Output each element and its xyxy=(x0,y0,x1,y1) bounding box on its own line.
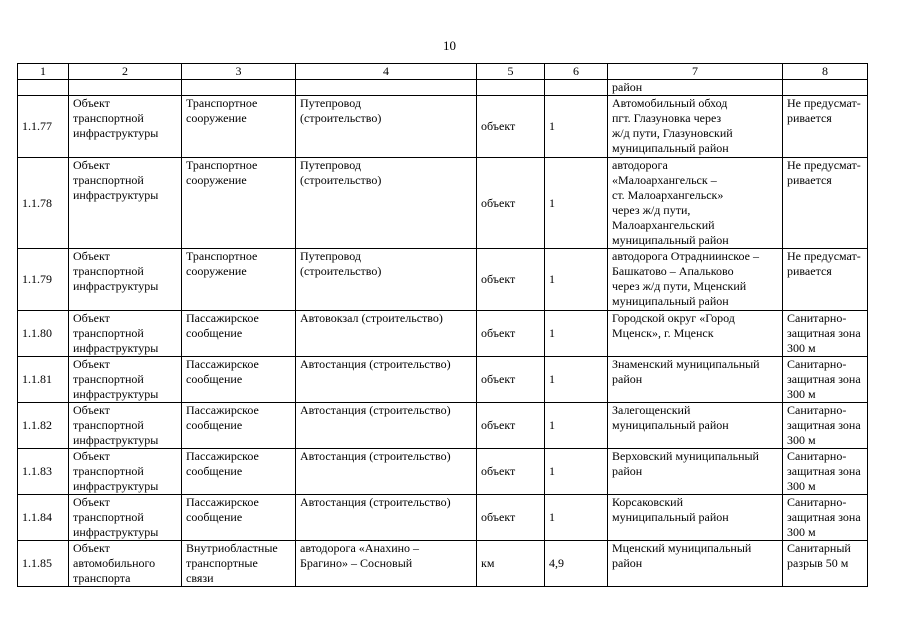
object-name-cell: Автостанция (строительство) xyxy=(296,449,477,495)
object-name-cell: Путепровод (строительство) xyxy=(296,96,477,158)
table-row xyxy=(18,249,868,311)
quantity-cell: 1 xyxy=(545,495,608,541)
row-number-cell: 1.1.81 xyxy=(18,357,69,403)
table-row xyxy=(18,541,868,587)
location-cell: Корсаковский муниципальный район xyxy=(608,495,783,541)
quantity-cell: 1 xyxy=(545,311,608,357)
table-cell xyxy=(783,80,868,96)
object-type-cell: Внутриобластные транспортные связи xyxy=(182,541,296,587)
object-type-cell: Пассажирское сообщение xyxy=(182,495,296,541)
table-cell xyxy=(296,80,477,96)
column-header: 8 xyxy=(783,64,868,80)
table-cell xyxy=(477,80,545,96)
object-type-cell: Транспортное сооружение xyxy=(182,249,296,311)
column-header: 6 xyxy=(545,64,608,80)
unit-cell: объект xyxy=(477,249,545,311)
object-name-cell: Автовокзал (строительство) xyxy=(296,311,477,357)
object-category-cell: Объект транспортной инфраструктуры xyxy=(69,357,182,403)
object-name-cell: Автостанция (строительство) xyxy=(296,403,477,449)
unit-cell: объект xyxy=(477,158,545,249)
quantity-cell: 1 xyxy=(545,158,608,249)
location-cell: Городской округ «Город Мценск», г. Мценск xyxy=(608,311,783,357)
quantity-cell: 4,9 xyxy=(545,541,608,587)
table-cell xyxy=(545,80,608,96)
location-cell: автодорога Отрадниинское – Башкатово – Апальково через ж/д пути, Мценский муниципальный район xyxy=(608,249,783,311)
row-number-cell: 1.1.80 xyxy=(18,311,69,357)
quantity-cell: 1 xyxy=(545,357,608,403)
protection-zone-cell: Санитарно- защитная зона 300 м xyxy=(783,311,868,357)
column-header: 3 xyxy=(182,64,296,80)
table-header-row xyxy=(18,64,868,80)
object-name-cell: Путепровод (строительство) xyxy=(296,158,477,249)
object-type-cell: Транспортное сооружение xyxy=(182,158,296,249)
row-number-cell: 1.1.84 xyxy=(18,495,69,541)
column-header: 2 xyxy=(69,64,182,80)
object-type-cell: Транспортное сооружение xyxy=(182,96,296,158)
row-number-cell: 1.1.79 xyxy=(18,249,69,311)
object-type-cell: Пассажирское сообщение xyxy=(182,311,296,357)
location-cell: Залегощенский муниципальный район xyxy=(608,403,783,449)
protection-zone-cell: Не предусмат- ривается xyxy=(783,96,868,158)
table-cell xyxy=(182,80,296,96)
row-number-cell: 1.1.85 xyxy=(18,541,69,587)
object-name-cell: Автостанция (строительство) xyxy=(296,357,477,403)
continuation-row xyxy=(18,80,868,96)
protection-zone-cell: Санитарно- защитная зона 300 м xyxy=(783,449,868,495)
table-row xyxy=(18,158,868,249)
object-type-cell: Пассажирское сообщение xyxy=(182,357,296,403)
protection-zone-cell: Санитарный разрыв 50 м xyxy=(783,541,868,587)
unit-cell: объект xyxy=(477,96,545,158)
object-type-cell: Пассажирское сообщение xyxy=(182,403,296,449)
object-category-cell: Объект автомобильного транспорта xyxy=(69,541,182,587)
object-name-cell: Автостанция (строительство) xyxy=(296,495,477,541)
row-number-cell: 1.1.78 xyxy=(18,158,69,249)
object-name-cell: Путепровод (строительство) xyxy=(296,249,477,311)
column-header: 7 xyxy=(608,64,783,80)
unit-cell: объект xyxy=(477,357,545,403)
table-row xyxy=(18,96,868,158)
table-row xyxy=(18,449,868,495)
quantity-cell: 1 xyxy=(545,249,608,311)
table-row xyxy=(18,403,868,449)
object-category-cell: Объект транспортной инфраструктуры xyxy=(69,158,182,249)
object-category-cell: Объект транспортной инфраструктуры xyxy=(69,96,182,158)
table-cell xyxy=(18,80,69,96)
unit-cell: объект xyxy=(477,403,545,449)
unit-cell: км xyxy=(477,541,545,587)
quantity-cell: 1 xyxy=(545,96,608,158)
location-cell: Автомобильный обход пгт. Глазуновка через ж/д пути, Глазуновский муниципальный район xyxy=(608,96,783,158)
protection-zone-cell: Санитарно- защитная зона 300 м xyxy=(783,495,868,541)
column-header: 5 xyxy=(477,64,545,80)
row-number-cell: 1.1.83 xyxy=(18,449,69,495)
location-cell: автодорога «Малоархангельск – ст. Малоархангельск» через ж/д пути, Малоархангельский муниципальный район xyxy=(608,158,783,249)
unit-cell: объект xyxy=(477,311,545,357)
table-row xyxy=(18,357,868,403)
object-type-cell: Пассажирское сообщение xyxy=(182,449,296,495)
row-number-cell: 1.1.82 xyxy=(18,403,69,449)
object-category-cell: Объект транспортной инфраструктуры xyxy=(69,249,182,311)
unit-cell: объект xyxy=(477,495,545,541)
quantity-cell: 1 xyxy=(545,403,608,449)
continuation-location-cell: район xyxy=(608,80,783,96)
document-table xyxy=(17,63,868,587)
table-row xyxy=(18,311,868,357)
protection-zone-cell: Санитарно- защитная зона 300 м xyxy=(783,403,868,449)
unit-cell: объект xyxy=(477,449,545,495)
location-cell: Знаменский муниципальный район xyxy=(608,357,783,403)
object-name-cell: автодорога «Анахино – Брагино» – Сосновый xyxy=(296,541,477,587)
object-category-cell: Объект транспортной инфраструктуры xyxy=(69,449,182,495)
quantity-cell: 1 xyxy=(545,449,608,495)
table-row xyxy=(18,495,868,541)
protection-zone-cell: Не предусмат- ривается xyxy=(783,158,868,249)
table-cell xyxy=(69,80,182,96)
column-header: 1 xyxy=(18,64,69,80)
location-cell: Верховский муниципальный район xyxy=(608,449,783,495)
row-number-cell: 1.1.77 xyxy=(18,96,69,158)
object-category-cell: Объект транспортной инфраструктуры xyxy=(69,403,182,449)
protection-zone-cell: Не предусмат- ривается xyxy=(783,249,868,311)
protection-zone-cell: Санитарно- защитная зона 300 м xyxy=(783,357,868,403)
page-number: 10 xyxy=(443,38,456,53)
object-category-cell: Объект транспортной инфраструктуры xyxy=(69,311,182,357)
object-category-cell: Объект транспортной инфраструктуры xyxy=(69,495,182,541)
location-cell: Мценский муниципальный район xyxy=(608,541,783,587)
column-header: 4 xyxy=(296,64,477,80)
